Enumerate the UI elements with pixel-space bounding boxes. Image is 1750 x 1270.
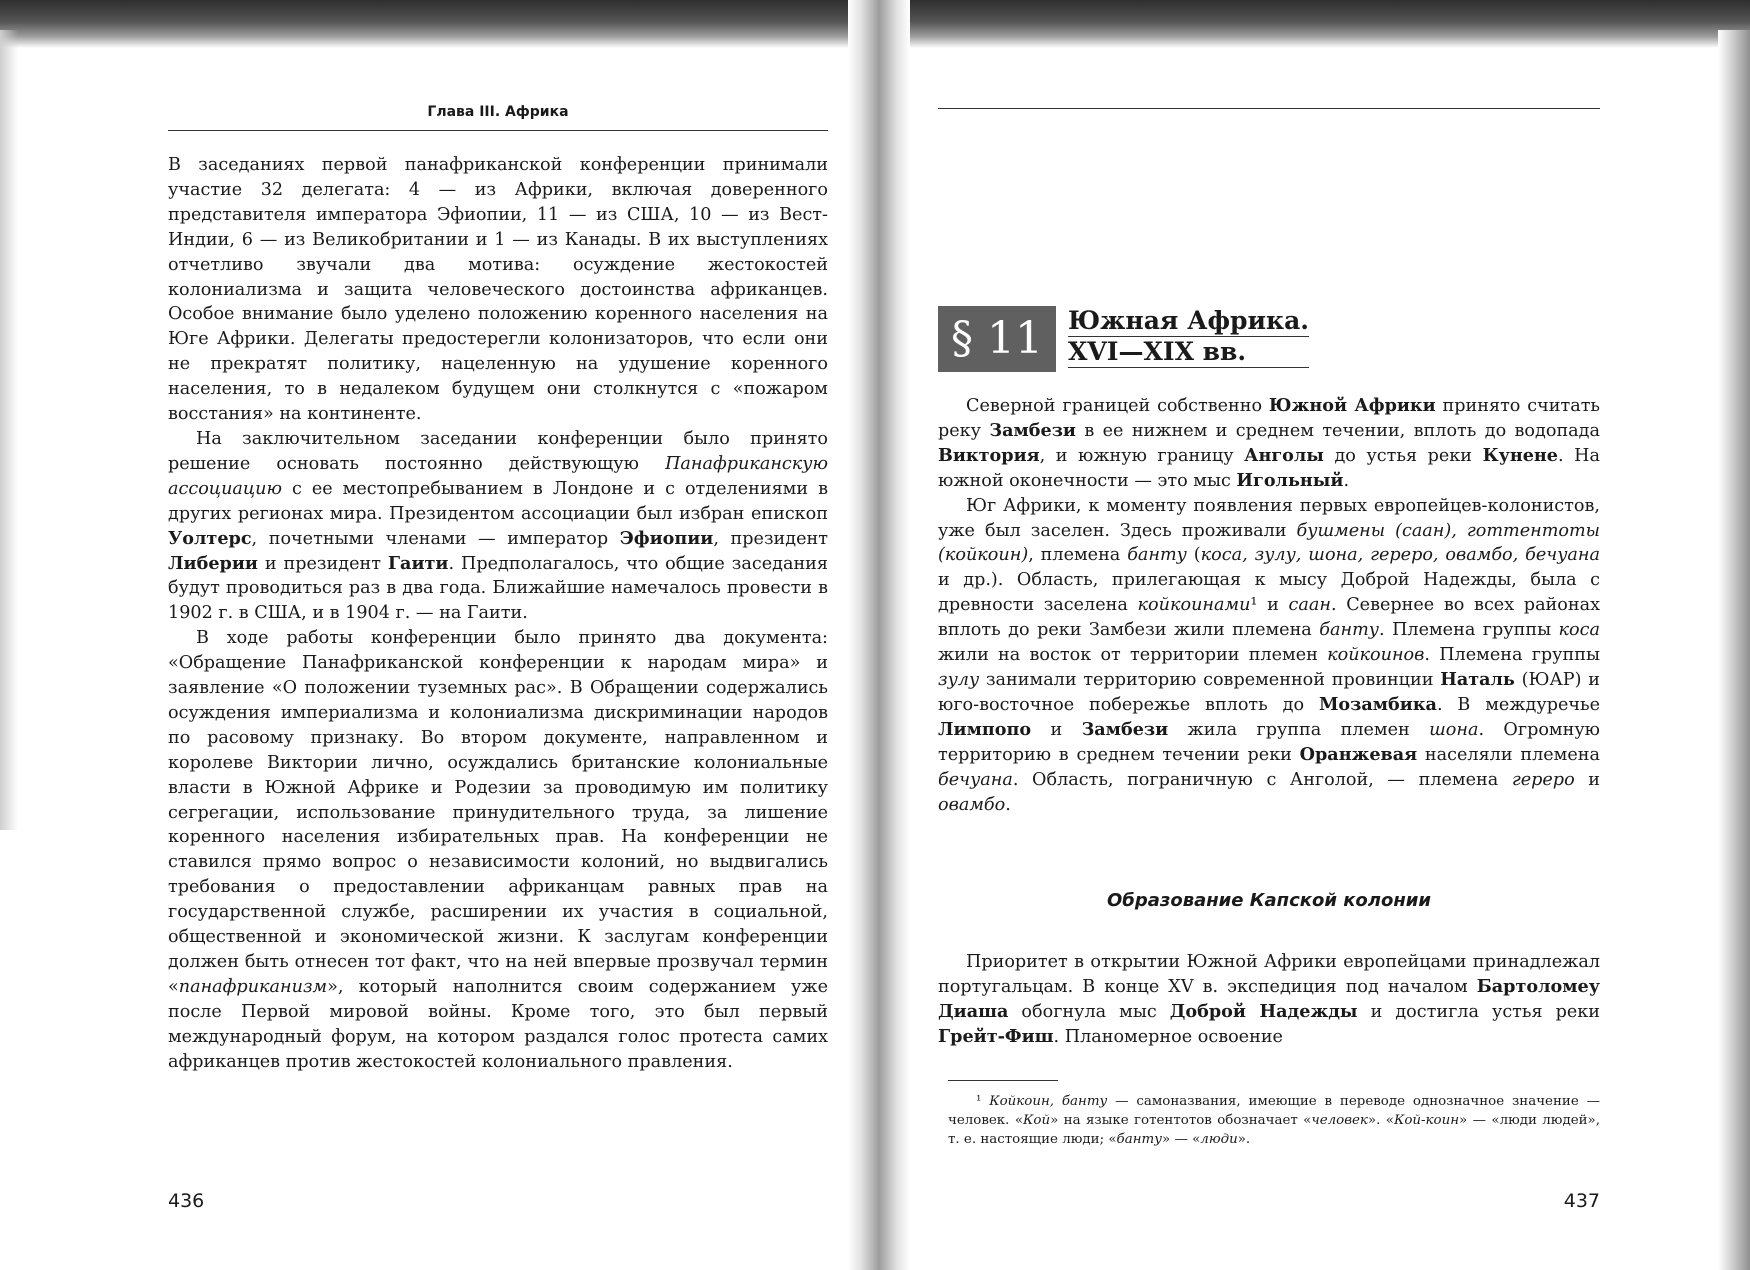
- paragraph: Приоритет в открытии Южной Африки европейцами принадлежал португальцам. В конце XV в. экспедиция под началом Бартоломеу Диаша обогнула мыс Доброй Надежды и достигла устья реки Грейт-Фиш. Планомерное освоение: [938, 952, 1601, 1047]
- text-run: Грейт-Фиш: [938, 1025, 1054, 1047]
- text-run: Панафриканскую ассоциацию: [168, 453, 828, 499]
- text-run: Кой-коин: [1393, 1113, 1460, 1128]
- text-run: шона: [1429, 719, 1479, 740]
- section-title-line1: Южная Африка.: [1068, 306, 1309, 335]
- text-run: Замбези: [989, 419, 1076, 441]
- paragraph: На заключительном заседании конференции было принято решение основать постоянно действующую Панафриканскую ассоциацию с ее местопребыванием в Лондоне и с отделениями в других регионах мира. Президентом ассоциации был избран епископ Уолтерс, почетными членами — император Эфиопии, президент Либерии и президент Гаити. Предполагалось, что общие заседания будут проводиться раз в два года. Ближайшие намечалось провести в 1902 г. в США, и в 1904 г. — на Гаити.: [168, 428, 828, 624]
- text-run: банту: [1116, 1132, 1162, 1147]
- subheading: Образование Капской колонии: [1106, 890, 1431, 911]
- text-run: Гаити: [387, 552, 449, 574]
- text-run: Кунене: [1482, 444, 1558, 466]
- text-run: Игольный: [1236, 469, 1344, 491]
- paragraph: Юг Африки, к моменту появления первых европейцев-колонистов, уже был заселен. Здесь проживали бушмены (саан), готтентоты (койкоин), племена банту (коса, зулу, шона, гереро, овамбо, бечуана и др.). Область, прилегающая к мысу Доброй Надежды, была с древности заселена койкоинами¹ и саан. Севернее во всех районах вплоть до реки Замбези жили племена банту. Племена группы коса жили на восток от территории племен койкоинов. Племена группы зулу занимали территорию современной провинции Наталь (ЮАР) и юго-восточное побережье вплоть до Мозамбика. В междуречье Лимпопо и Замбези жила группа племен шона. Огромную территорию в среднем течении реки Оранжевая населяли племена бечуана. Область, пограничную с Анголой, — племена гереро и овамбо.: [938, 495, 1601, 815]
- text-run: люди: [1200, 1132, 1238, 1147]
- text-run: человек: [1311, 1113, 1368, 1128]
- text-run: Кой: [1023, 1113, 1051, 1128]
- text-run: Лимпопо: [938, 718, 1032, 740]
- text-run: коса, зулу, шона, гереро, овамбо, бечуана: [1200, 545, 1600, 566]
- text-run: банту: [1127, 545, 1187, 566]
- text-run: Либерии: [168, 552, 258, 574]
- section-title-line2: XVI—XIX вв.: [1068, 337, 1309, 368]
- book-spine-gutter: [848, 0, 910, 1270]
- text-run: бушмены (саан), готтентоты (койкоин): [938, 520, 1601, 566]
- text-run: панафриканизм: [178, 976, 328, 997]
- right-page: [938, 98, 1610, 1228]
- section-title: [1068, 306, 1309, 368]
- running-head-rule: [938, 108, 1600, 109]
- text-run: гереро: [1511, 769, 1575, 790]
- footnote-text: ¹ Койкоин, банту — самоназвания, имеющие в переводе однозначное значение — человек. «Кой» на языке готентотов обозначает «человек». «Кой-коин» — «люди людей», т. е. настоящие люди; «банту» — «люди».: [948, 1094, 1600, 1147]
- text-run: Мозамбика: [1318, 693, 1437, 715]
- text-run: койкоинами: [1137, 595, 1251, 616]
- running-head: Глава III. Африка: [168, 104, 828, 131]
- paragraph: В заседаниях первой панафриканской конференции принимали участие 32 делегата: 4 — из Африки, включая доверенного представителя императора Эфиопии, 11 — из США, 10 — из Вест-Индии, 6 — из Великобритании и 1 — из Канады. В их выступлениях отчетливо звучали два мотива: осуждение жестокостей колониализма и защита человеческого достоинства африканцев. Особое внимание было уделено положению коренного населения на Юге Африки. Делегаты предостерегли колонизаторов, что если они не прекратят политику, нацеленную на удушение коренного населения, то в недалеком будущем они столкнутся с «пожаром восстания» на континенте.: [168, 155, 828, 425]
- text-run: саан: [1288, 595, 1331, 616]
- scan-shadow-right: [1718, 30, 1750, 1270]
- text-run: Бартоломеу Диаша: [938, 975, 1600, 1022]
- text-run: бечуана: [938, 769, 1013, 790]
- section-number-badge: § 11: [938, 306, 1056, 372]
- left-page: [168, 98, 828, 1228]
- footnote: [948, 1092, 1600, 1149]
- scan-shadow-left: [0, 30, 18, 830]
- text-run: койкоинов: [1327, 645, 1425, 666]
- paragraph: В ходе работы конференции было принято два документа: «Обращение Панафриканской конференции к народам мира» и заявление «О положении туземных рас». В Обращении содержались осуждения империализма и колониализма дискриминации народов по расовому признаку. Во втором документе, направленном и королеве Виктории лично, осуждались британские колониальные власти в Южной Африке и Родезии за проводимую им политику сегрегации, использование принудительного труда, за лишение коренного населения избирательных прав. На конференции не ставился прямо вопрос о независимости колоний, но выдвигались требования о предоставлении африканцам равных прав на государственной службе, расширении их участия в социальной, общественной и экономической жизни. К заслугам конференции должен быть отнесен тот факт, что на ней впервые прозвучал термин «панафриканизм», который наполнится своим содержанием уже после Первой мировой войны. Кроме того, это был первый международный форум, на котором раздался голос протеста самих африканцев против жестокостей колониального правления.: [168, 628, 828, 1072]
- text-run: Южной Африки: [1268, 395, 1436, 416]
- text-run: Уолтерс: [168, 527, 252, 549]
- text-run: Анголы: [1244, 444, 1324, 466]
- left-body-text: [168, 153, 828, 1075]
- text-run: Наталь: [1440, 668, 1515, 690]
- text-run: Койкоин, банту: [989, 1094, 1108, 1109]
- right-body-text-2: [938, 950, 1600, 1050]
- text-run: Замбези: [1081, 718, 1169, 740]
- right-body-text: [938, 394, 1600, 817]
- text-run: Оранжевая: [1299, 743, 1418, 765]
- section-heading: [938, 306, 1338, 372]
- text-run: овамбо: [938, 794, 1006, 815]
- paragraph: Северной границей собственно Южной Африки принято считать реку Замбези в ее нижнем и среднем течении, вплоть до водопада Виктория, и южную границу Анголы до устья реки Кунене. На южной оконечности — это мыс Игольный.: [938, 395, 1601, 491]
- text-run: Доброй Надежды: [1169, 1000, 1358, 1022]
- text-run: Эфиопии: [619, 527, 714, 549]
- text-run: коса: [1558, 620, 1600, 641]
- page-number-left: 436: [168, 1190, 205, 1212]
- text-run: зулу: [938, 669, 980, 690]
- text-run: банту: [1319, 620, 1379, 641]
- text-run: Виктория: [938, 444, 1040, 466]
- footnote-rule: [948, 1080, 1058, 1081]
- page-number-right: 437: [1563, 1190, 1600, 1212]
